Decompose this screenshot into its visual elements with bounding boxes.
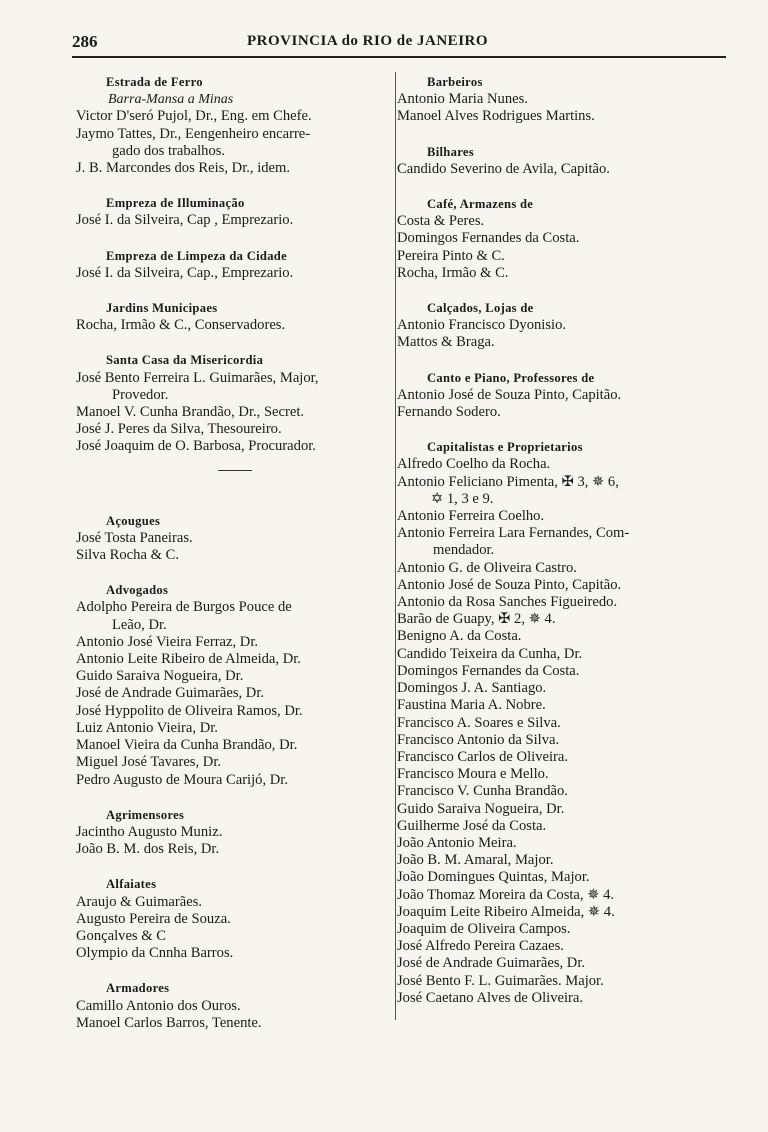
entry: Manoel Carlos Barros, Tenente. [76,1014,262,1031]
entry: Manoel V. Cunha Brandão, Dr., Secret. [76,404,305,421]
entry: Faustina Maria A. Nobre. [397,697,546,714]
entry: Jacintho Augusto Muniz. [76,823,223,840]
entry: José Tosta Paneiras. [76,529,193,546]
section-coffee [397,196,721,282]
section-heading: Jardins Municipaes [106,301,218,316]
section-heading: Empreza de Illuminação [106,196,245,211]
entry: Augusto Pereira de Souza. [76,910,231,927]
section-heading: Canto e Piano, Professores de [427,370,595,385]
entry: Mattos & Braga. [397,334,495,351]
section-misericordia [76,352,394,455]
entry: Antonio Francisco Dyonisio. [397,317,567,334]
section-cleaning [76,248,394,282]
section-railway [76,74,394,177]
section-heading: Alfaiates [106,877,157,892]
entry: Araujo & Guimarães. [76,893,203,910]
section-heading: Santa Casa da Misericordia [106,353,264,368]
entry: José I. da Silveira, Cap , Emprezario. [76,212,294,229]
entry: Camillo Antonio dos Ouros. [76,997,241,1014]
entry: Luiz Antonio Vieira, Dr. [76,719,218,736]
entry: Alfredo Coelho da Rocha. [397,456,551,473]
entry: Pedro Augusto de Moura Carijó, Dr. [76,771,288,788]
section-billiards [397,144,721,178]
entry: Domingos Fernandes da Costa. [397,662,580,679]
section-singing [397,370,721,422]
section-surveyors [76,807,394,859]
left-column [76,74,394,1032]
entry-continuation: Leão, Dr. [112,616,167,633]
entry: Victor D'seró Pujol, Dr., Eng. em Chefe. [76,108,312,125]
section-heading: Barbeiros [427,75,483,89]
entry: Antonio Feliciano Pimenta, ✠ 3, ✵ 6, [397,473,619,490]
entry: Antonio G. de Oliveira Castro. [397,559,577,576]
entry: João Domingues Quintas, Major. [397,869,590,886]
entry: José de Andrade Guimarães, Dr. [397,955,586,972]
entry: Rocha, Irmão & C., Conservadores. [76,317,286,334]
section-subheading: Barra-Mansa a Minas [108,92,234,108]
section-lighting [76,195,394,229]
entry: João Antonio Meira. [397,834,517,851]
section-heading: Agrimensores [106,807,185,822]
entry: Antonio da Rosa Sanches Figueiredo. [397,594,618,611]
entry: Pereira Pinto & C. [397,247,505,264]
entry-continuation: ✡ 1, 3 e 9. [431,490,494,507]
entry: Silva Rocha & C. [76,547,179,564]
entry: Candido Teixeira da Cunha, Dr. [397,645,583,662]
entry: Guido Saraiva Nogueira, Dr. [397,800,565,817]
entry: Francisco V. Cunha Brandão. [397,783,568,800]
section-heading: Café, Armazens de [427,197,534,212]
entry: Manoel Vieira da Cunha Brandão, Dr. [76,737,298,754]
column-divider [395,72,396,1020]
entry: Rocha, Irmão & C. [397,264,509,281]
section-heading: Açougues [106,513,161,528]
entry: Domingos Fernandes da Costa. [397,230,580,247]
entry: José Bento F. L. Guimarães. Major. [397,972,604,989]
entry: José J. Peres da Silva, Thesoureiro. [76,421,282,438]
entry: Joaquim Leite Ribeiro Almeida, ✵ 4. [397,903,615,920]
section-shoes [397,300,721,352]
entry: Miguel José Tavares, Dr. [76,754,222,771]
entry: Joaquim de Oliveira Campos. [397,920,571,937]
entry: Antonio Leite Ribeiro de Almeida, Dr. [76,651,301,668]
entry: Olympio da Cnnha Barros. [76,945,234,962]
page-header [72,30,726,58]
entry: Gonçalves & C [76,927,166,944]
entry: Guido Saraiva Nogueira, Dr. [76,668,244,685]
entry-continuation: mendador. [433,542,495,559]
entry: Guilherme José da Costa. [397,817,547,834]
entry: Antonio Ferreira Coelho. [397,508,545,525]
entry: João Thomaz Moreira da Costa, ✵ 4. [397,886,615,903]
entry: Antonio José de Souza Pinto, Capitão. [397,386,622,403]
section-capitalists [397,439,721,1007]
entry: João B. M. dos Reis, Dr. [76,841,220,858]
entry: Francisco A. Soares e Silva. [397,714,561,731]
running-title: PROVINCIA do RIO de JANEIRO [247,33,489,49]
entry: João B. M. Amaral, Major. [397,852,554,869]
entry: José Alfredo Pereira Cazaes. [397,938,564,955]
section-heading: Empreza de Limpeza da Cidade [106,248,287,263]
entry-continuation: Provedor. [112,386,169,403]
section-butchers [76,513,394,565]
section-drapers [76,980,394,1032]
entry: Antonio José Vieira Ferraz, Dr. [76,633,259,650]
entry: José Bento Ferreira L. Guimarães, Major, [76,369,319,386]
entry: Francisco Antonio da Silva. [397,731,560,748]
entry: Francisco Moura e Mello. [397,766,549,783]
section-barbers [397,74,721,126]
section-heading: Bilhares [427,144,474,159]
entry: Adolpho Pereira de Burgos Pouce de [76,599,292,616]
entry: José Caetano Alves de Oliveira. [397,989,584,1006]
section-heading: Advogados [106,583,169,598]
entry: Jaymo Tattes, Dr., Eengenheiro encarre- [76,125,311,142]
entry: Domingos J. A. Santiago. [397,680,547,697]
section-heading: Estrada de Ferro [106,75,203,89]
entry: Antonio Maria Nunes. [397,91,528,108]
entry: Francisco Carlos de Oliveira. [397,748,569,765]
section-heading: Capitalistas e Proprietarios [427,440,583,455]
section-lawyers [76,582,394,788]
section-tailors [76,876,394,962]
page-number: 286 [72,32,98,51]
entry: Benigno A. da Costa. [397,628,522,645]
entry: J. B. Marcondes dos Reis, Dr., idem. [76,160,291,177]
entry: Antonio José de Souza Pinto, Capitão. [397,576,622,593]
entry: Manoel Alves Rodrigues Martins. [397,108,595,125]
entry: Fernando Sodero. [397,404,501,421]
entry: Barão de Guapy, ✠ 2, ✵ 4. [397,611,556,628]
entry: José Hyppolito de Oliveira Ramos, Dr. [76,702,303,719]
entry: Candido Severino de Avila, Capitão. [397,160,610,177]
entry: Costa & Peres. [397,213,485,230]
entry-continuation: gado dos trabalhos. [112,142,226,159]
section-gardens [76,300,394,334]
entry: José de Andrade Guimarães, Dr. [76,685,265,702]
entry: Antonio Ferreira Lara Fernandes, Com- [397,525,630,542]
entry: José I. da Silveira, Cap., Emprezario. [76,264,294,281]
section-heading: Calçados, Lojas de [427,301,534,316]
right-column [397,74,721,1007]
section-heading: Armadores [106,981,170,996]
entry: José Joaquim de O. Barbosa, Procurador. [76,438,316,455]
